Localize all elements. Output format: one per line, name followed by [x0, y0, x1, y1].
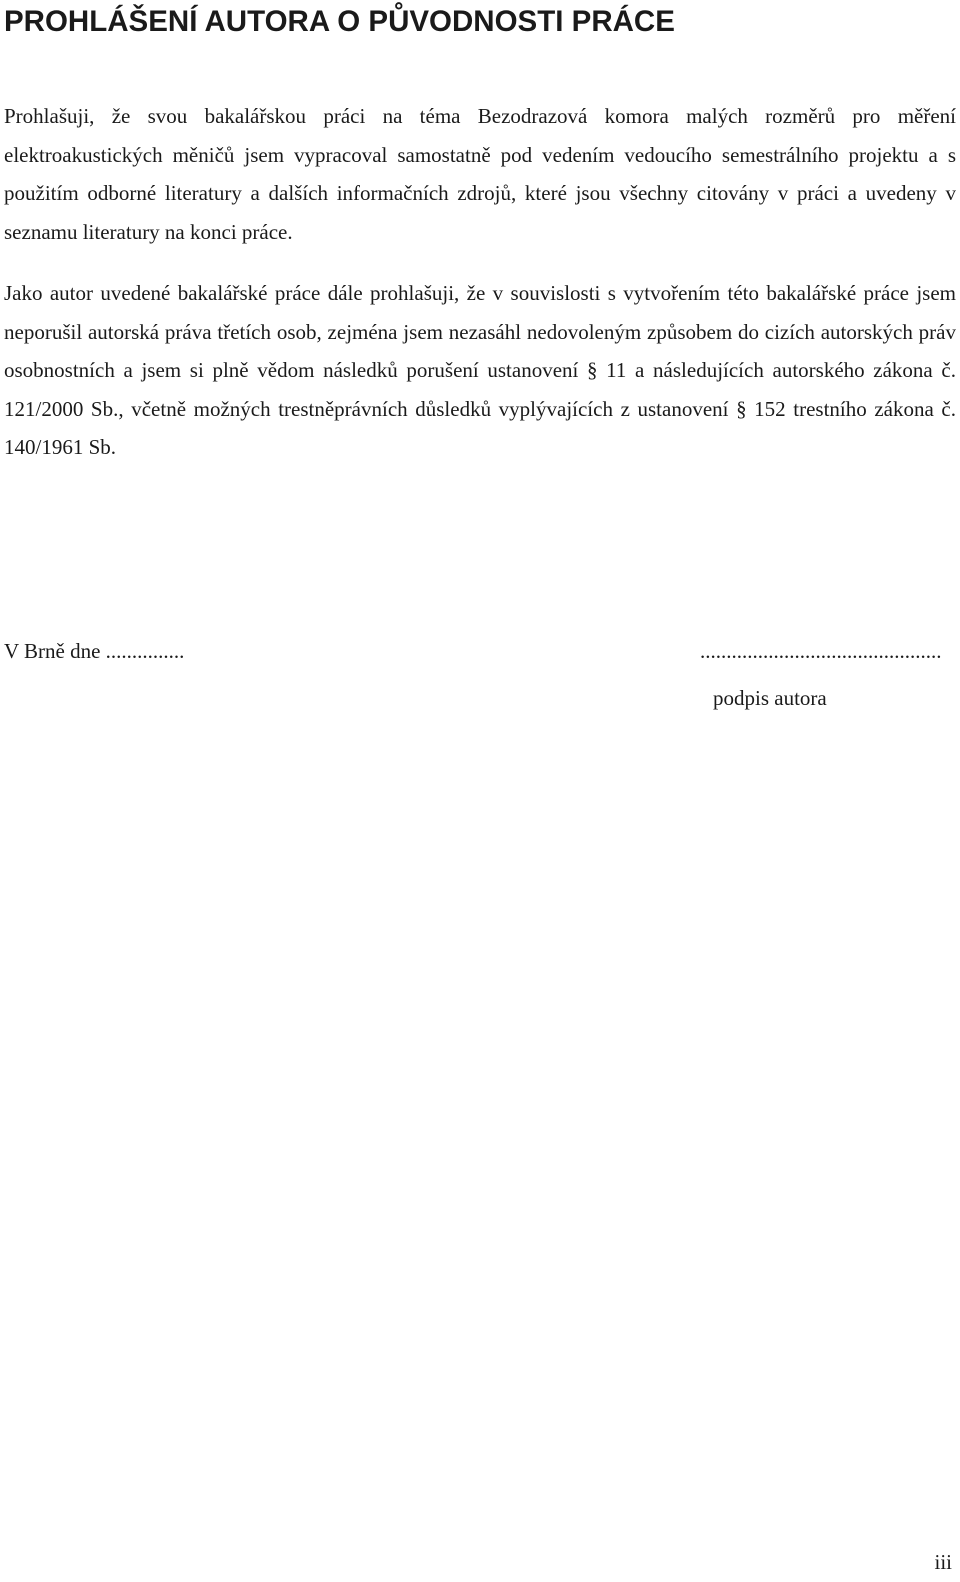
page-title: PROHLÁŠENÍ AUTORA O PŮVODNOSTI PRÁCE [4, 5, 675, 38]
place-date-line: V Brně dne ............... [4, 639, 185, 663]
declaration-paragraph-copyright: Jako autor uvedené bakalářské práce dále prohlašuji, že v souvislosti s vytvořením této bakalářské práce jsem neporušil autorská práva třetích osob, zejména jsem nezasáhl nedovoleným způsobem do cizích autorských práv osobnostních a jsem si plně vědom následků porušení ustanovení § 11 a následujících autorského zákona č. 121/2000 Sb., včetně možných trestněprávních důsledků vyplývajících z ustanovení § 152 trestního zákona č. 140/1961 Sb. [4, 281, 956, 459]
page-number: iii [934, 1550, 952, 1574]
signature-line: .............................................. [700, 639, 942, 663]
declaration-paragraph-originality: Prohlašuji, že svou bakalářskou práci na téma Bezodrazová komora malých rozměrů pro měření elektroakustických měničů jsem vypracoval samostatně pod vedením vedoucího semestrálního projektu a s použitím odborné literatury a dalších informačních zdrojů, které jsou všechny citovány v práci a uvedeny v seznamu literatury na konci práce. [4, 104, 956, 244]
signature-label: podpis autora [713, 686, 827, 710]
